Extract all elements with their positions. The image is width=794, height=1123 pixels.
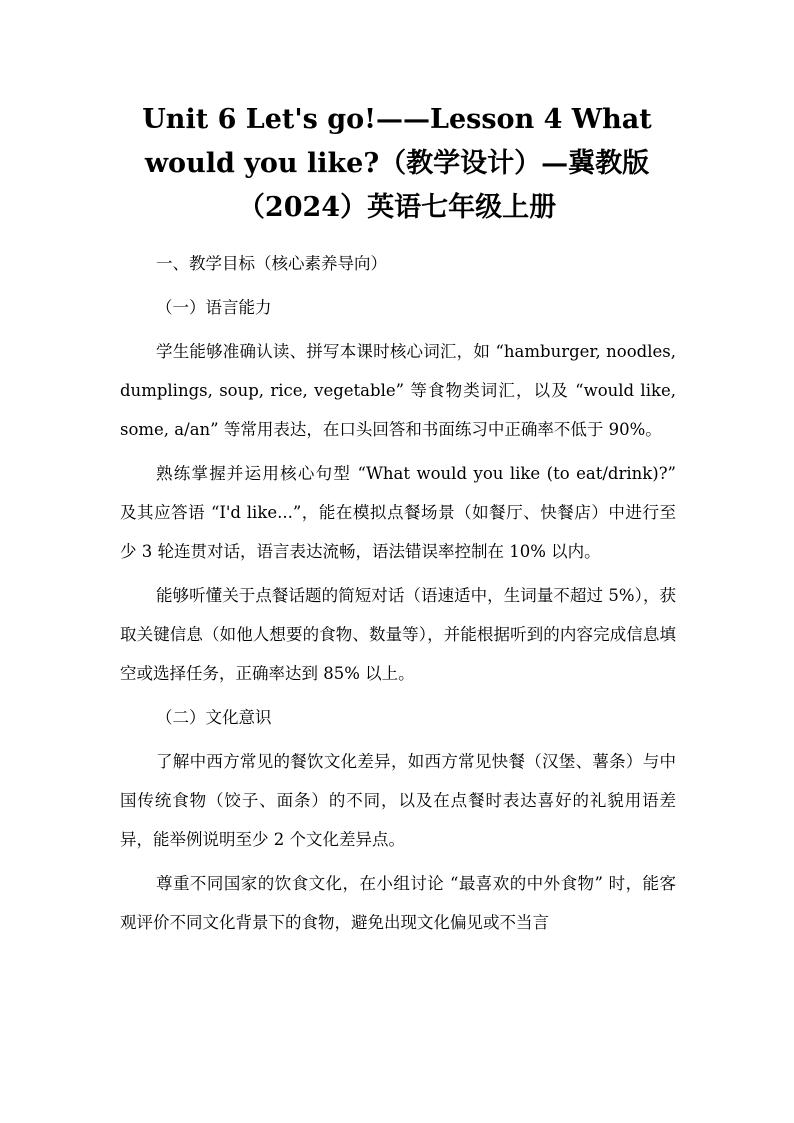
paragraph-sentence-patterns: 熟练掌握并运用核心句型 “What would you like (to eat/drink)?” 及其应答语 “I'd like...”，能在模拟点餐场景（如餐厅、快餐店）中进行至少 3 轮连贯对话，语言表达流畅，语法错误率控制在 10% 以内。	[120, 464, 676, 561]
section-heading-teaching-objectives: 一、教学目标（核心素养导向）	[156, 254, 387, 273]
subsection-heading-language-ability: （一）语言能力	[156, 298, 272, 317]
title-line-1: Unit 6 Let's go!——Lesson 4 What	[142, 104, 652, 135]
paragraph-listening: 能够听懂关于点餐话题的简短对话（语速适中，生词量不超过 5%），获取关键信息（如他人想要的食物、数量等），并能根据听到的内容完成信息填空或选择任务，正确率达到 85% 以上。	[120, 586, 676, 683]
paragraph-culture-differences: 了解中西方常见的餐饮文化差异，如西方常见快餐（汉堡、薯条）与中国传统食物（饺子、面条）的不同，以及在点餐时表达喜好的礼貌用语差异，能举例说明至少 2 个文化差异点。	[120, 752, 676, 849]
document-body	[120, 244, 676, 947]
subsection-heading-cultural-awareness: （二）文化意识	[156, 708, 272, 727]
paragraph-respect-cultures: 尊重不同国家的饮食文化，在小组讨论 “最喜欢的中外食物” 时，能客观评价不同文化背景下的食物，避免出现文化偏见或不当言	[120, 874, 676, 932]
title-line-2: would you like?（教学设计）—冀教版	[144, 148, 650, 179]
document-title	[90, 98, 704, 230]
paragraph-vocabulary: 学生能够准确认读、拼写本课时核心词汇，如 “hamburger, noodles, dumplings, soup, rice, vegetable” 等食物类词汇，以及 “would like, some, a/an” 等常用表达，在口头回答和书面练习中正确率不低于 90%。	[120, 342, 676, 439]
title-line-3: （2024）英语七年级上册	[237, 192, 557, 223]
